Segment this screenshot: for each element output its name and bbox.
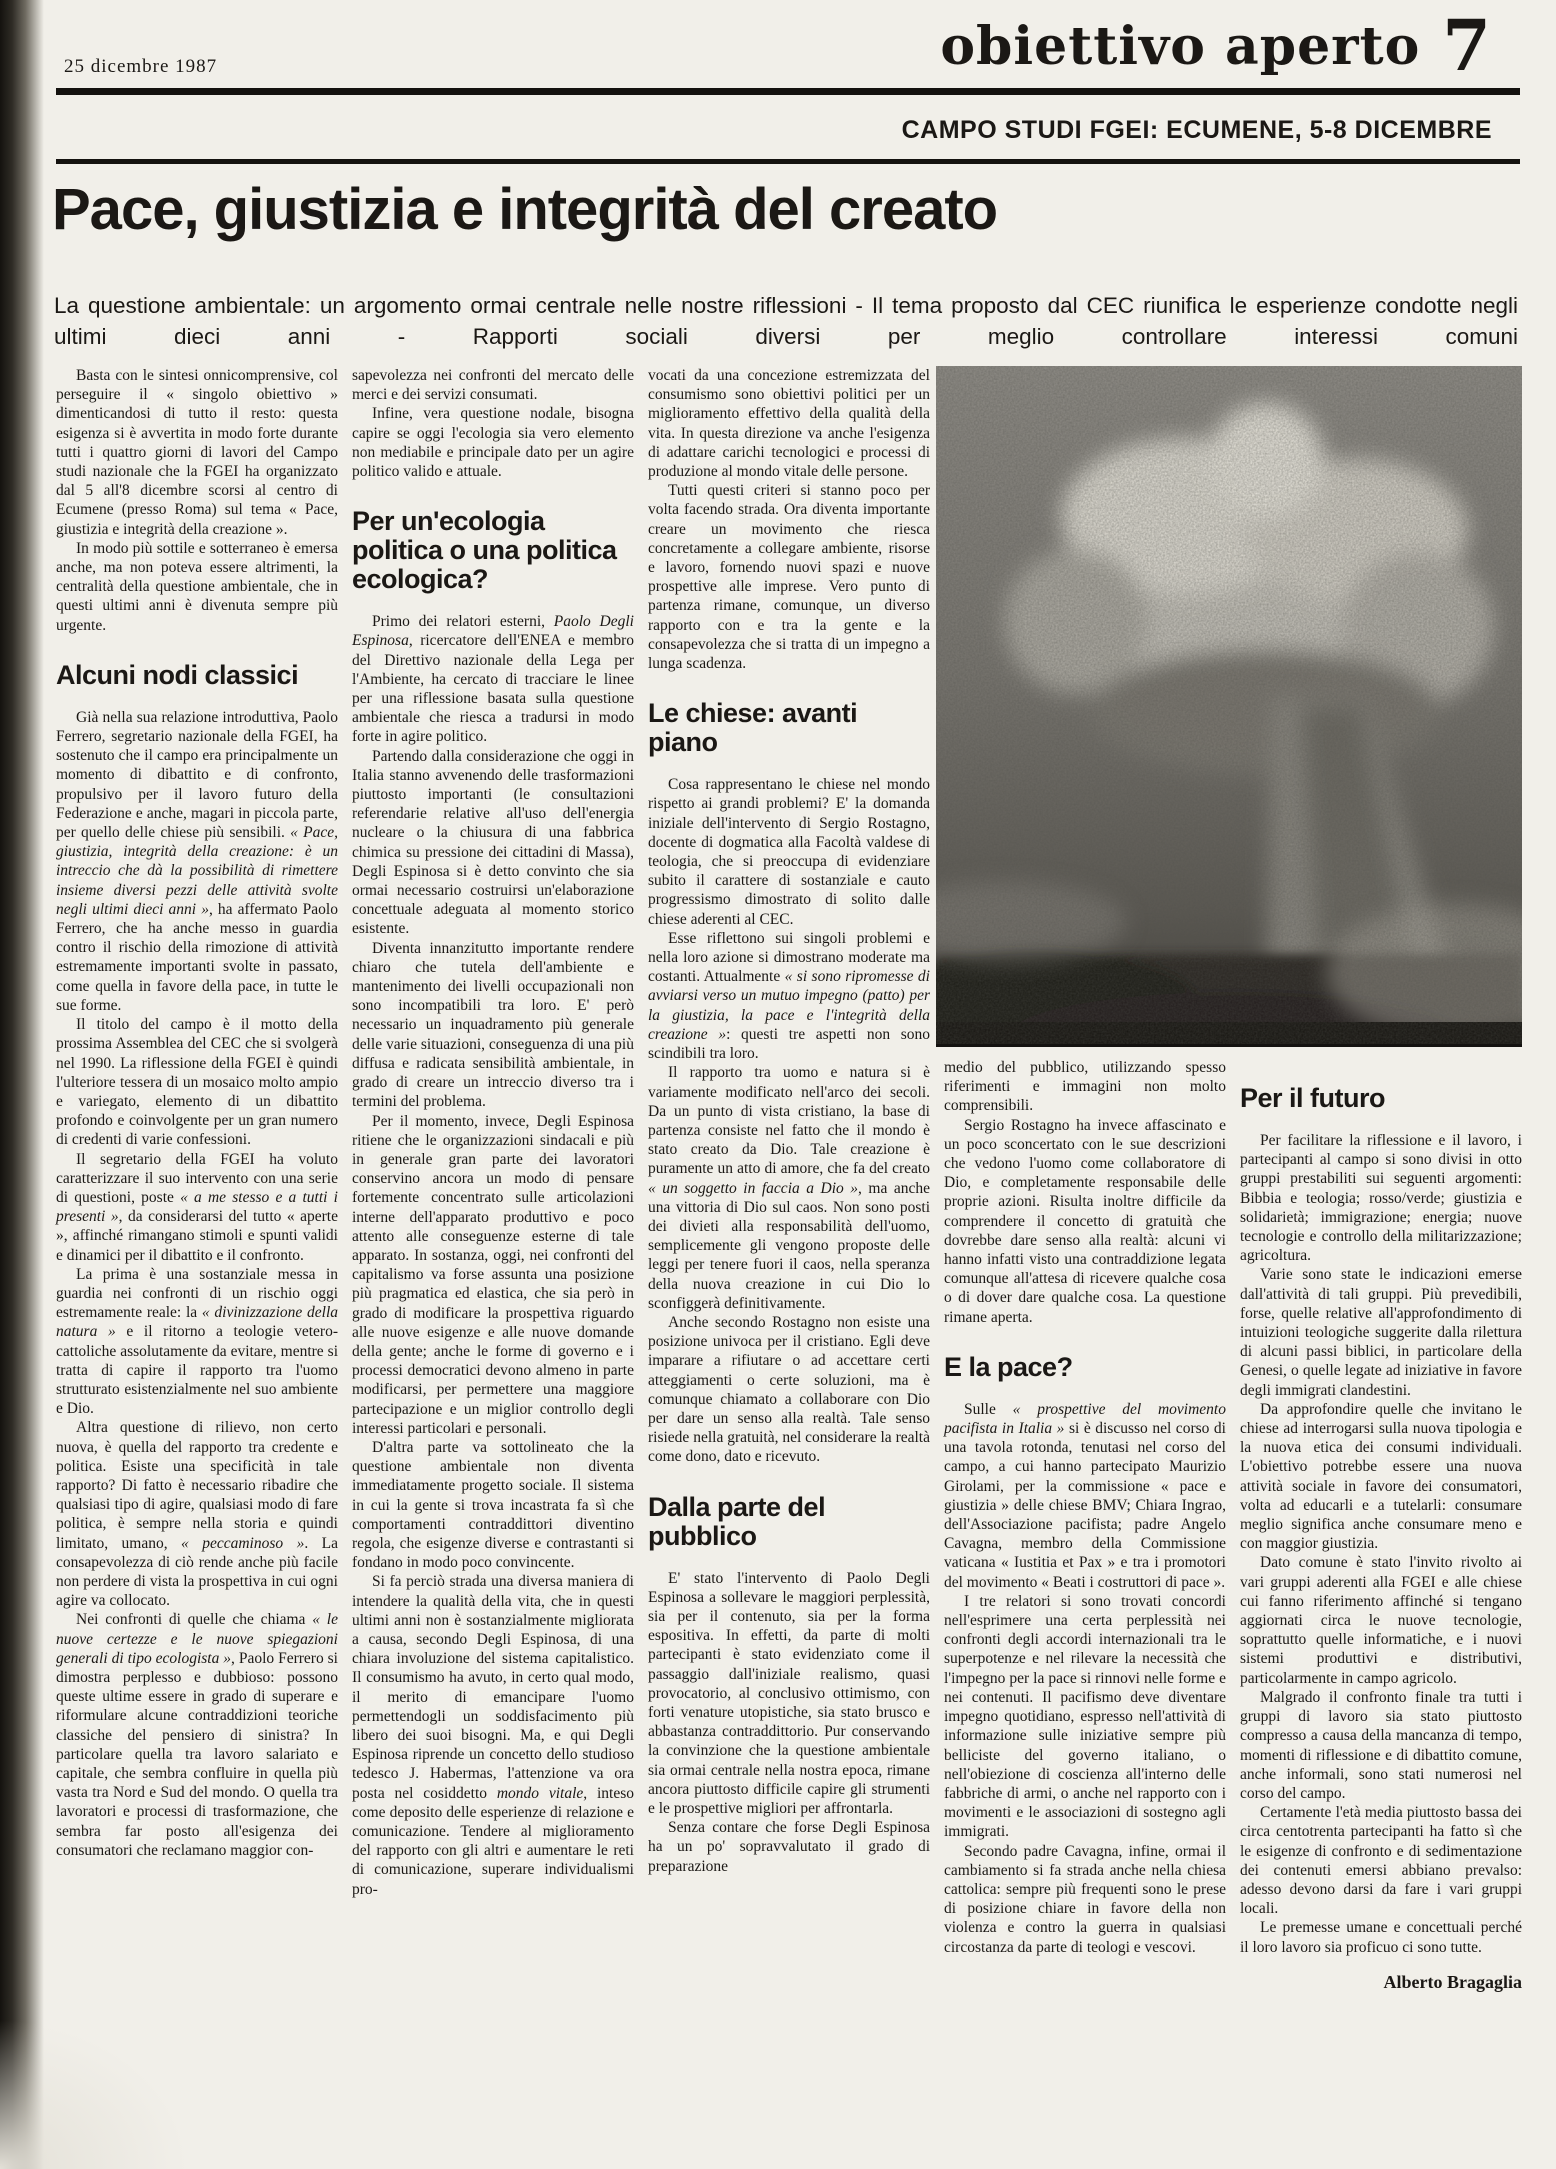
header-rule-top bbox=[56, 88, 1520, 95]
article-paragraph: Nei confronti di quelle che chiama « le nuove certezze e le nuove spiegazioni generali di tipo ecologista », Paolo Ferrero si dimostra perplesso e dubbioso: possono queste ultime essere in grado di superare e riformulare alcune contraddizioni teoriche classiche del pensiero di sinistra? In particolare quella tra lavoro salariato e capitale, che sembra confluire in quella più vasta tra Nord e Sud del mondo. O quella tra lavoratori e processi di trasformazione, che sembra far posto all'esigenza dei consumatori che reclamano maggior con- bbox=[56, 1611, 338, 1859]
article-paragraph: Senza contare che forse Degli Espinosa ha un po' sopravvalutato il grado di preparazione bbox=[648, 1819, 930, 1875]
section-heading: Per il futuro bbox=[1240, 1083, 1386, 1113]
article-paragraph: Il segretario della FGEI ha voluto caratterizzare il suo intervento con una serie di questioni, poste « a me stesso e a tutti i presenti », da considerarsi del tutto « aperte », affinché rimangano stimoli e spunti validi e dinamici per il dibattito e il confronto. bbox=[56, 1150, 338, 1264]
article-paragraph: Sulle « prospettive del movimento pacifista in Italia » si è discusso nel corso di una tavola rotonda, tenutasi nel corso del campo, a cui hanno partecipato Maurizio Girolami, per la commissione « pace e giustizia » delle chiese BMV; Chiara Ingrao, dell'Associazione pacifista; padre Angelo Cavagna, membro della Commissione vaticana « Iustitia et Pax » e tra i promotori del movimento « Beati i costruttori di pace ». bbox=[944, 1400, 1226, 1591]
article-column-3 bbox=[648, 366, 930, 1876]
article-paragraph: Per facilitare la riflessione e il lavoro, i partecipanti al campo si sono divisi in otto gruppi prestabiliti sui seguenti argomenti: Bibbia e teologia; rosso/verde; giustizia e solidarietà; immigrazione; energia; nuove tecnologie e controllo della militarizzazione; agricoltura. bbox=[1240, 1132, 1522, 1265]
article-paragraph: Secondo padre Cavagna, infine, ormai il cambiamento si fa strada anche nella chiesa cattolica: sempre più frequenti sono le prese di posizione chiare in favore della non violenza e contro la guerra in qualsiasi circostanza da parte di teologi e vescovi. bbox=[944, 1842, 1226, 1956]
article-paragraph: medio del pubblico, utilizzando spesso riferimenti e immagini non molto comprensibili. bbox=[944, 1059, 1226, 1115]
article-column-5 bbox=[1240, 1058, 1522, 1992]
author-byline: Alberto Bragaglia bbox=[1383, 1971, 1522, 1992]
article-paragraph: Per il momento, invece, Degli Espinosa ritiene che le organizzazioni sindacali e più in generale gran parte dei lavoratori conservino ancora un modo di pensare fortemente concentrato sulle articolazioni interne dell'apparato produttivo e poco attento alle conseguenze esterne di tale apparato. In sostanza, oggi, nei confronti del capitalismo va forse assunta una posizione più pragmatica ed elastica, che sia però in grado di modificare la prospettiva riguardo alle nuove esigenze e alle nuove domande della gente; anche le forme di governo e i processi democratici devono almeno in parte modificarsi, per permettere una maggiore partecipazione e un miglior controllo degli interessi particolari e personali. bbox=[352, 1112, 634, 1437]
nuclear-mushroom-cloud-photo bbox=[936, 366, 1522, 1047]
article-paragraph: D'altra parte va sottolineato che la questione ambientale non diventa immediatamente progetto sociale. Il sistema in cui la gente si trova incastrata fa sì che comportamenti contraddittori diventino regola, che esigenze diverse e contrastanti si fondano in modo poco convincente. bbox=[352, 1438, 634, 1572]
header-rule-bottom bbox=[56, 159, 1520, 164]
page-number: 7 bbox=[1442, 4, 1492, 87]
article-paragraph: Sergio Rostagno ha invece affascinato e un poco sconcertato con le sue descrizioni che vedono l'uomo come collaboratore di Dio, e completamente responsabile delle proprie azioni. Risulta inoltre difficile da comprendere il concetto di gratuità che dovrebbe dare senso alla realtà: alcuni vi hanno infatti visto una contraddizione legata comunque all'attesa di ricevere qualche cosa o di dover dare qualche cosa. La questione rimane aperta. bbox=[944, 1116, 1226, 1326]
article-column-2 bbox=[352, 366, 634, 1899]
article-paragraph: Il titolo del campo è il motto della prossima Assemblea del CEC che si svolgerà nel 1990. La riflessione della FGEI è quindi l'ulteriore tessera di un mosaico molto ampio e variegato, elemento di un dibattito profondo e coinvolgente per un gran numero di credenti di varie confessioni. bbox=[56, 1016, 338, 1149]
scan-edge-artifact bbox=[0, 0, 44, 2169]
section-heading: Dalla parte del pubblico bbox=[648, 1491, 826, 1551]
article-paragraph: La prima è una sostanziale messa in guardia nei confronti di un rischio oggi estremamente reale: la « divinizzazione della natura » e il ritorno a teologie vetero-cattoliche assolutamente da evitare, mentre si tratta di capire il rapporto tra l'uomo strutturato esistenzialmente nel suo ambiente e Dio. bbox=[56, 1265, 338, 1418]
article-paragraph: I tre relatori si sono trovati concordi nell'esprimere una certa perplessità nei confronti degli accordi internazionali tra le superpotenze e nel rilevare la necessità che l'impegno per la pace si rinnovi nelle forme e nei contenuti. Il pacifismo deve diventare impegno quotidiano, espresso nell'attività di informazione sulle iniziative sempre più belliciste del governo italiano, o nell'obiezione di coscienza all'interno delle fabbriche di armi, o anche nel rapporto con i movimenti e le associazioni di sostegno agli immigrati. bbox=[944, 1592, 1226, 1841]
article-paragraph: Da approfondire quelle che invitano le chiese ad interrogarsi sulla nuova tipologia e la nuova etica dei consumi individuali. L'obiettivo potrebbe essere una nuova attività sociale in favore dei consumatori, volta ad educarli e a tutelarli: consumare meglio significa anche consumare meno e con maggior giustizia. bbox=[1240, 1400, 1522, 1553]
article-paragraph: In modo più sottile e sotterraneo è emersa anche, ma non poteva essere altrimenti, la centralità della questione ambientale, che in questi ultimi anni è divenuta sempre più urgente. bbox=[56, 539, 338, 634]
issue-date: 25 dicembre 1987 bbox=[64, 56, 218, 77]
article-deck: La questione ambientale: un argomento ormai centrale nelle nostre riflessioni - Il tema proposto dal CEC riunifica le esperienze condotte negli ultimi dieci anni - Rapporti sociali diversi per meglio controllare interessi comuni bbox=[54, 293, 1518, 349]
article-paragraph: sapevolezza nei confronti del mercato delle merci e dei servizi consumati. bbox=[352, 367, 634, 404]
article-paragraph: Il rapporto tra uomo e natura si è variamente modificato nell'arco dei secoli. Da un punto di vista cristiano, la base di partenza consiste nel fatto che il mondo è stato creato da Dio. Tale creazione è puramente un atto di amore, che fa del creato « un soggetto in faccia a Dio », ma anche una vittoria di Dio sul caos. Non sono posti dei divieti alla responsabilità dell'uomo, semplicemente gli vengono proposte delle leggi per tenere fuori il caos, nella speranza della nuova creazione in cui Dio lo sconfiggerà definitivamente. bbox=[648, 1064, 931, 1312]
article-paragraph: Varie sono state le indicazioni emerse dall'attività di tali gruppi. Più prevedibili, forse, quelle relative all'approfondimento di intuizioni teologiche suggerite dalla rilettura di alcuni passi biblici, in particolare della Genesi, o quelle legate ad iniziative in favore degli immigrati clandestini. bbox=[1240, 1266, 1522, 1399]
article-paragraph: Partendo dalla considerazione che oggi in Italia stanno avvenendo delle trasformazioni piuttosto importanti (le consultazioni referendarie relative all'uso dell'energia nucleare o la chiusura di una fabbrica chimica su pressione dei cittadini di Massa), Degli Espinosa si è detto convinto che sia ormai necessario costruirsi un'elaborazione concettuale adeguata al momento storico esistente. bbox=[352, 747, 634, 938]
section-heading: Alcuni nodi classici bbox=[56, 659, 299, 690]
article-paragraph: Diventa innanzitutto importante rendere chiaro che tutela dell'ambiente e mantenimento dei livelli occupazionali non sono incompatibili tra loro. E' però necessario un inquadramento più generale delle varie situazioni, conseguenza di una più diffusa e radicata sensibilità ambientale, in grado di creare un intreccio diverso tra i termini del problema. bbox=[352, 939, 634, 1111]
article-paragraph: Anche secondo Rostagno non esiste una posizione univoca per il cristiano. Egli deve imparare a rifiutare o ad accettare certi atteggiamenti o certe soluzioni, ma è comunque chiamato a collaborare con Dio per dare un senso alla realtà. Tale senso risiede nella gratuità, nel considerare la realtà come dono, dato e ricevuto. bbox=[648, 1313, 930, 1466]
section-heading: Le chiese: avanti piano bbox=[648, 698, 858, 758]
article-paragraph: Dato comune è stato l'invito rivolto ai vari gruppi aderenti alla FGEI e alle chiese cui fanno riferimento affinché si tengano aggiornati circa le nuove tecnologie, soprattutto quelle informatiche, e i nuovi sistemi produttivi e distributivi, particolarmente in campo agricolo. bbox=[1240, 1554, 1522, 1687]
article-paragraph: Tutti questi criteri si stanno poco per volta facendo strada. Ora diventa importante creare un movimento che riesca concretamente a collegare ambiente, risorse e lavoro, fornendo nuovi spazi e nuove prospettive alle imprese. Vero punto di partenza rimane, comunque, un diverso rapporto con e tra la gente e la consapevolezza che si tratta di un impegno a lunga scadenza. bbox=[648, 482, 930, 673]
kicker: CAMPO STUDI FGEI: ECUMENE, 5-8 DICEMBRE bbox=[901, 116, 1492, 144]
article-paragraph: Basta con le sintesi onnicomprensive, col perseguire il « singolo obiettivo » dimenticandosi di tutto il resto: questa esigenza si è avvertita in modo forte durante tutti i quattro giorni di lavori del Campo studi nazionale che la FGEI ha organizzato dal 5 all'8 dicembre scorsi al centro di Ecumene (presso Roma) sul tema « Pace, giustizia e integrità della creazione ». bbox=[56, 367, 338, 538]
article-paragraph: Altra questione di rilievo, non certo nuova, è quella del rapporto tra credente e politica. Esiste una specificità in tale rapporto? Di fatto è necessario ribadire che qualsiasi tipo di agire, qualsiasi modo di fare politica, è sempre nella storia e quindi limitato, umano, « peccaminoso ». La consapevolezza di ciò rende anche più facile non perdere di vista la prospettiva in cui ogni agire va collocato. bbox=[56, 1419, 338, 1610]
article-paragraph: Certamente l'età media piuttosto bassa dei circa centotrenta partecipanti ha fatto sì che le esigenze di confronto e di sedimentazione dei contenuti emersi abbiano prevalso: adesso devono darsi da fare i vari gruppi locali. bbox=[1240, 1804, 1522, 1918]
masthead-title: obiettivo aperto bbox=[940, 16, 1421, 77]
article-headline: Pace, giustizia e integrità del creato bbox=[52, 177, 998, 242]
section-heading: E la pace? bbox=[944, 1351, 1073, 1382]
article-paragraph: Le premesse umane e concettuali perché il loro lavoro sia proficuo ci sono tutte. bbox=[1240, 1919, 1522, 1956]
article-paragraph: Esse riflettono sui singoli problemi e nella loro azione si dimostrano moderate ma costanti. Attualmente « si sono ripromesse di avviarsi verso un mutuo impegno (patto) per la giustizia, la pace e l'integrità della creazione »: questi tre aspetti non sono scindibili tra loro. bbox=[648, 929, 931, 1063]
article-paragraph: Primo dei relatori esterni, Paolo Degli Espinosa, ricercatore dell'ENEA e membro del Direttivo nazionale della Lega per l'Ambiente, ha cercato di tracciare le linee per una riflessione basata sulla questione ambientale che riesca a tradursi in modo forte in agire politico. bbox=[352, 613, 634, 746]
article-paragraph: Infine, vera questione nodale, bisogna capire se oggi l'ecologia sia vero elemento non mediabile e principale dato per un agire politico valido e attuale. bbox=[352, 405, 634, 481]
article-paragraph: vocati da una concezione estremizzata del consumismo sono obiettivi politici per un miglioramento effettivo della qualità della vita. In questa direzione va anche l'esigenza di adattare carichi tecnologici e processi di produzione al mondo vitale delle persone. bbox=[648, 367, 930, 481]
article-paragraph: Già nella sua relazione introduttiva, Paolo Ferrero, segretario nazionale della FGEI, ha sostenuto che il campo era principalmente un momento di dibattito e di confronto, propulsivo per il lavoro futuro della Federazione e anche, magari in piccola parte, per quello delle chiese più sensibili. « Pace, giustizia, integrità della creazione: è un intreccio che dà la possibilità di rimettere insieme diversi pezzi delle attività svolte negli ultimi dieci anni », ha affermato Paolo Ferrero, che ha anche messo in guardia contro il rischio della rimozione di attività estremamente importanti svolte in passato, come quella in favore della pace, in tutte le sue forme. bbox=[56, 708, 338, 1014]
masthead bbox=[940, 4, 1492, 87]
article-paragraph: E' stato l'intervento di Paolo Degli Espinosa a sollevare le maggiori perplessità, sia per il contenuto, sia per la forma espositiva. In effetti, da parte di molti partecipanti è stato evidenziato come il passaggio dall'iniziale realismo, quasi provocatorio, al conclusivo ottimismo, con forti venature utopistiche, sia stato brusco e abbastanza contraddittorio. Pur conservando la convinzione che la questione ambientale sia ormai centrale nella nostra epoca, rimane ancora piuttosto difficile capire gli strumenti e le prospettive migliori per affrontarla. bbox=[648, 1569, 930, 1817]
article-paragraph: Cosa rappresentano le chiese nel mondo rispetto ai grandi problemi? E' la domanda iniziale dell'intervento di Sergio Rostagno, docente di dogmatica alla Facoltà valdese di teologia, che si preoccupa di evidenziare subito il carattere di sostanziale e cauto progressismo dimostrato di solito dalle chiese aderenti al CEC. bbox=[648, 776, 930, 928]
article-paragraph: Malgrado il confronto finale tra tutti i gruppi di lavoro sia stato piuttosto compresso a causa della mancanza di tempo, momenti di riflessione e di dibattito comune, anche informali, sono stati numerosi nel corso del campo. bbox=[1240, 1688, 1522, 1802]
article-column-1 bbox=[56, 366, 338, 1860]
scan-corner-artifact bbox=[0, 2019, 190, 2169]
article-column-4 bbox=[944, 1058, 1226, 1957]
section-heading: Per un'ecologia politica o una politica ecologica? bbox=[352, 506, 617, 595]
article-paragraph: Si fa perciò strada una diversa maniera di intendere la qualità della vita, che in questi ultimi anni non è sostanzialmente migliorata a causa, secondo Degli Espinosa, di una chiara involuzione del sistema capitalistico. Il consumismo ha avuto, in certo qual modo, il merito di emancipare l'uomo permettendogli un soddisfacimento più libero dei suoi bisogni. Ma, e qui Degli Espinosa riprende un concetto dello studioso tedesco J. Habermas, l'attenzione va ora posta nel cosiddetto mondo vitale, inteso come deposito delle esperienze di relazione e comunicazione. Tendere al miglioramento del rapporto con gli altri e aumentare le reti di comunicazione, superare individualismi pro- bbox=[352, 1573, 634, 1898]
